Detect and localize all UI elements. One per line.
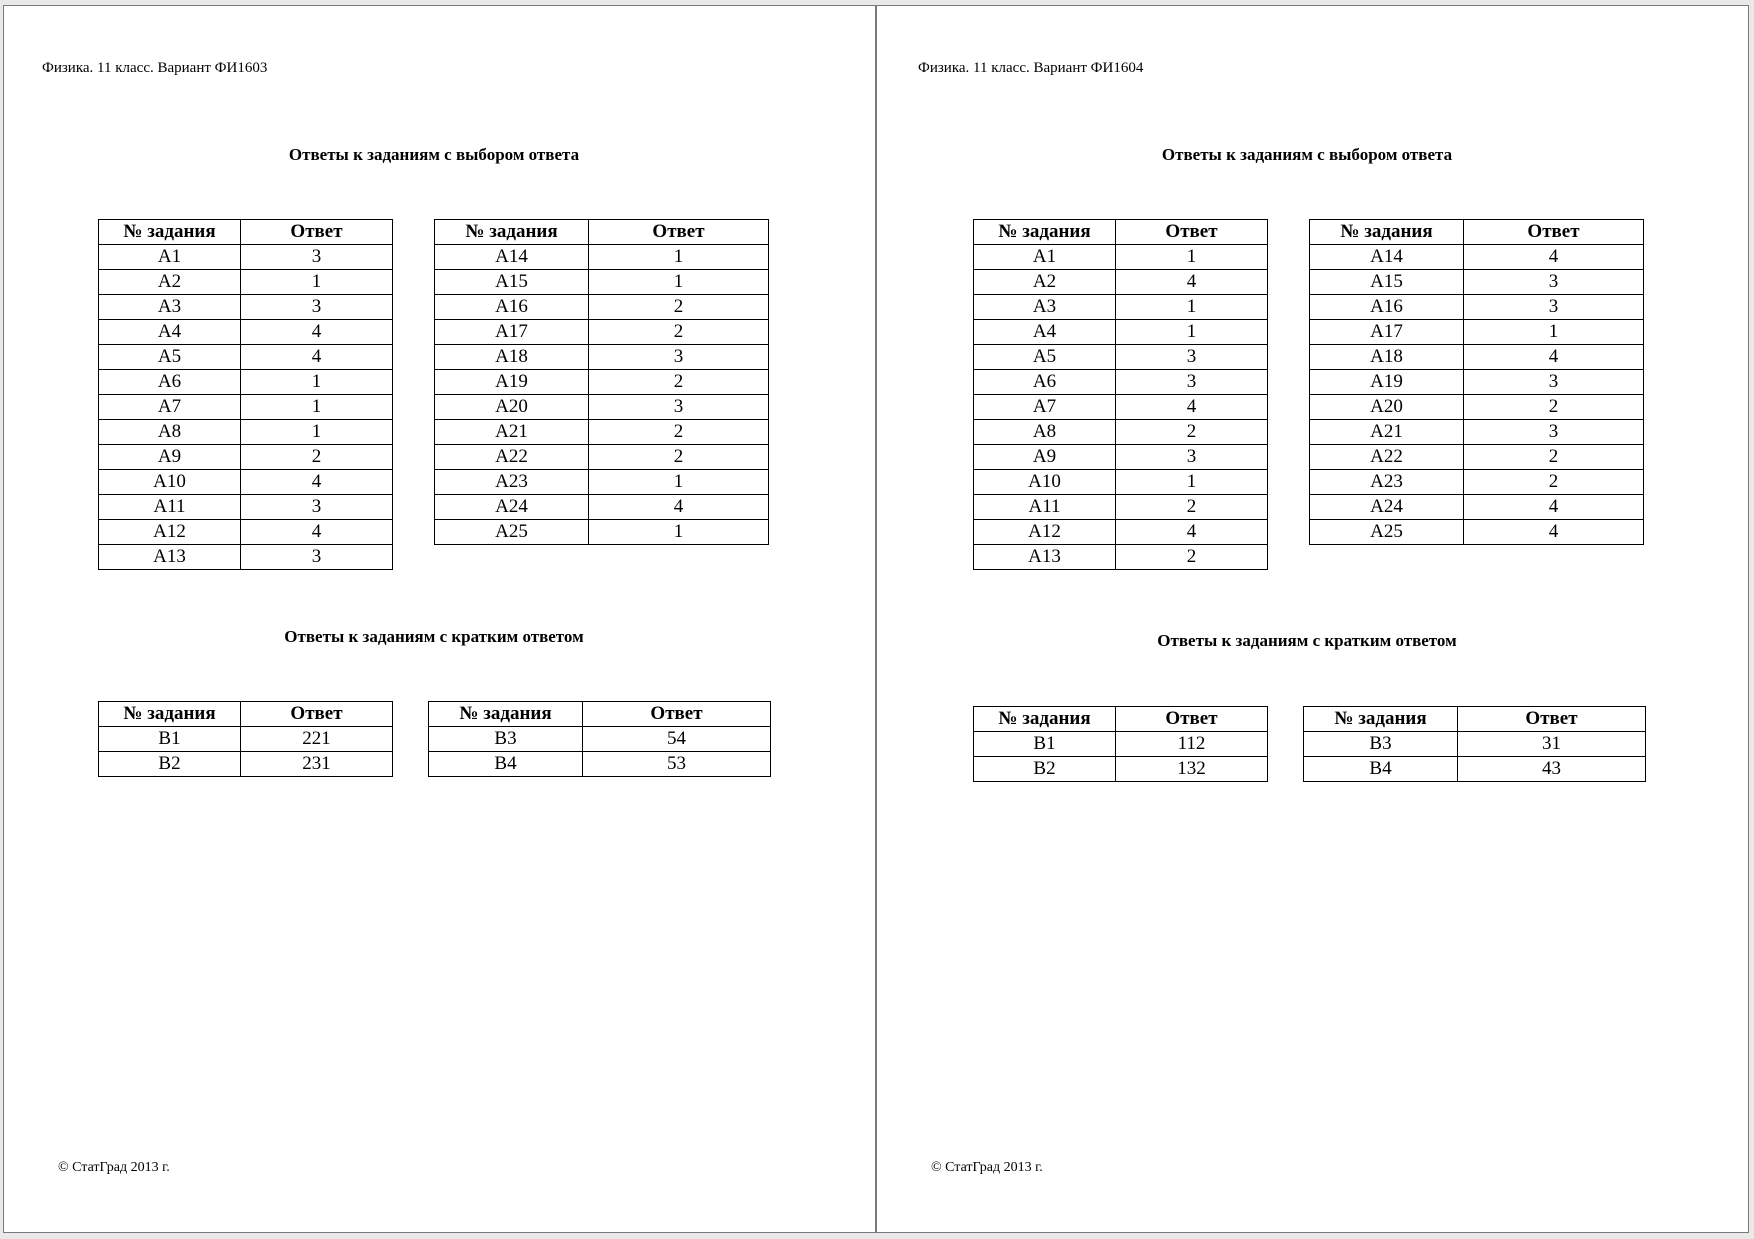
col-task-header: № задания	[99, 220, 241, 245]
table-row	[435, 520, 769, 545]
table-row	[974, 420, 1268, 445]
task-number-cell: А13	[974, 545, 1116, 570]
table-row	[974, 295, 1268, 320]
task-number-cell: А22	[1310, 445, 1464, 470]
task-number-cell: А9	[974, 445, 1116, 470]
task-number-cell: А6	[99, 370, 241, 395]
table-row	[1310, 270, 1644, 295]
mc-table-right	[1309, 219, 1644, 545]
answer-cell: 1	[589, 245, 769, 270]
table-row	[974, 545, 1268, 570]
answer-cell: 2	[1464, 470, 1644, 495]
answer-cell: 2	[1116, 545, 1268, 570]
answer-cell: 3	[1116, 370, 1268, 395]
answer-cell: 4	[1464, 520, 1644, 545]
answer-cell: 54	[583, 727, 771, 752]
task-number-cell: А16	[435, 295, 589, 320]
task-number-cell: А15	[1310, 270, 1464, 295]
task-number-cell: А23	[1310, 470, 1464, 495]
answer-cell: 2	[241, 445, 393, 470]
col-answer-header: Ответ	[241, 220, 393, 245]
mc-table-left	[98, 219, 393, 570]
task-number-cell: А25	[1310, 520, 1464, 545]
task-number-cell: А16	[1310, 295, 1464, 320]
task-number-cell: А4	[974, 320, 1116, 345]
table-row	[435, 345, 769, 370]
task-number-cell: А3	[974, 295, 1116, 320]
answer-cell: 2	[589, 445, 769, 470]
task-number-cell: А5	[974, 345, 1116, 370]
table-row	[435, 395, 769, 420]
task-number-cell: В1	[974, 732, 1116, 757]
col-task-header: № задания	[974, 707, 1116, 732]
page-header: Физика. 11 класс. Вариант ФИ1604	[918, 60, 1144, 76]
table-row	[1304, 757, 1646, 782]
task-number-cell: А14	[435, 245, 589, 270]
task-number-cell: В1	[99, 727, 241, 752]
task-number-cell: В3	[429, 727, 583, 752]
table-row	[1304, 732, 1646, 757]
table-row	[974, 495, 1268, 520]
table-row	[435, 370, 769, 395]
task-number-cell: А21	[1310, 420, 1464, 445]
answer-cell: 4	[1116, 395, 1268, 420]
table-row	[99, 320, 393, 345]
table-row	[99, 345, 393, 370]
task-number-cell: В2	[99, 752, 241, 777]
table-row	[99, 395, 393, 420]
table-row	[1310, 320, 1644, 345]
task-number-cell: А11	[974, 495, 1116, 520]
answer-cell: 4	[241, 320, 393, 345]
task-number-cell: А23	[435, 470, 589, 495]
answer-cell: 53	[583, 752, 771, 777]
task-number-cell: А1	[974, 245, 1116, 270]
task-number-cell: А2	[99, 270, 241, 295]
col-answer-header: Ответ	[1458, 707, 1646, 732]
task-number-cell: А8	[99, 420, 241, 445]
task-number-cell: А6	[974, 370, 1116, 395]
task-number-cell: В3	[1304, 732, 1458, 757]
answer-cell: 2	[589, 420, 769, 445]
answer-cell: 1	[241, 395, 393, 420]
answer-cell: 1	[1116, 295, 1268, 320]
table-row	[974, 245, 1268, 270]
table-row	[1310, 295, 1644, 320]
table-row	[1310, 445, 1644, 470]
task-number-cell: А7	[974, 395, 1116, 420]
table-row	[99, 270, 393, 295]
task-number-cell: А24	[1310, 495, 1464, 520]
task-number-cell: А1	[99, 245, 241, 270]
answer-cell: 4	[1116, 520, 1268, 545]
table-row	[435, 245, 769, 270]
table-row	[974, 757, 1268, 782]
task-number-cell: А10	[974, 470, 1116, 495]
task-number-cell: А25	[435, 520, 589, 545]
answer-cell: 221	[241, 727, 393, 752]
task-number-cell: А17	[435, 320, 589, 345]
table-row	[1310, 245, 1644, 270]
task-number-cell: В4	[429, 752, 583, 777]
col-answer-header: Ответ	[583, 702, 771, 727]
answer-cell: 3	[241, 295, 393, 320]
answer-cell: 3	[589, 345, 769, 370]
task-number-cell: В4	[1304, 757, 1458, 782]
task-number-cell: А5	[99, 345, 241, 370]
answer-cell: 132	[1116, 757, 1268, 782]
page-footer: © СтатГрад 2013 г.	[58, 1160, 170, 1175]
answer-cell: 1	[1116, 470, 1268, 495]
table-row	[99, 520, 393, 545]
answer-cell: 4	[1464, 495, 1644, 520]
table-row	[1310, 420, 1644, 445]
task-number-cell: А8	[974, 420, 1116, 445]
answer-cell: 2	[589, 370, 769, 395]
short-table-right	[428, 701, 771, 777]
table-row	[1310, 470, 1644, 495]
task-number-cell: В2	[974, 757, 1116, 782]
task-number-cell: А20	[1310, 395, 1464, 420]
task-number-cell: А15	[435, 270, 589, 295]
col-task-header: № задания	[974, 220, 1116, 245]
table-row	[99, 470, 393, 495]
table-row	[1310, 370, 1644, 395]
col-task-header: № задания	[429, 702, 583, 727]
mc-table-right	[434, 219, 769, 545]
answer-cell: 3	[1464, 420, 1644, 445]
page-header: Физика. 11 класс. Вариант ФИ1603	[42, 60, 268, 76]
page-variant-1604	[876, 5, 1749, 1233]
table-row	[99, 295, 393, 320]
task-number-cell: А12	[974, 520, 1116, 545]
col-task-header: № задания	[1304, 707, 1458, 732]
answer-cell: 31	[1458, 732, 1646, 757]
table-row	[435, 295, 769, 320]
table-row	[974, 732, 1268, 757]
answer-cell: 3	[1464, 295, 1644, 320]
table-row	[435, 320, 769, 345]
short-section-title: Ответы к заданиям с кратким ответом	[284, 627, 584, 646]
answer-cell: 3	[241, 545, 393, 570]
task-number-cell: А2	[974, 270, 1116, 295]
answer-cell: 1	[1464, 320, 1644, 345]
table-row	[974, 370, 1268, 395]
col-answer-header: Ответ	[241, 702, 393, 727]
table-row	[429, 752, 771, 777]
table-row	[974, 345, 1268, 370]
table-row	[974, 320, 1268, 345]
table-row	[1310, 520, 1644, 545]
answer-cell: 2	[1116, 495, 1268, 520]
answer-cell: 4	[1464, 345, 1644, 370]
table-row	[974, 445, 1268, 470]
answer-cell: 1	[241, 420, 393, 445]
table-row	[435, 470, 769, 495]
answer-cell: 1	[1116, 320, 1268, 345]
answer-cell: 4	[1464, 245, 1644, 270]
task-number-cell: А19	[435, 370, 589, 395]
answer-cell: 4	[1116, 270, 1268, 295]
answer-cell: 1	[589, 520, 769, 545]
table-row	[1310, 395, 1644, 420]
col-answer-header: Ответ	[1116, 220, 1268, 245]
col-answer-header: Ответ	[1116, 707, 1268, 732]
table-row	[99, 445, 393, 470]
answer-cell: 112	[1116, 732, 1268, 757]
short-section-title: Ответы к заданиям с кратким ответом	[1157, 631, 1457, 650]
task-number-cell: А11	[99, 495, 241, 520]
answer-cell: 4	[241, 345, 393, 370]
answer-cell: 3	[1464, 370, 1644, 395]
answer-cell: 1	[241, 270, 393, 295]
short-table-right	[1303, 706, 1646, 782]
task-number-cell: А18	[1310, 345, 1464, 370]
col-task-header: № задания	[99, 702, 241, 727]
task-number-cell: А19	[1310, 370, 1464, 395]
table-row	[435, 495, 769, 520]
table-row	[435, 270, 769, 295]
table-row	[99, 727, 393, 752]
answer-cell: 3	[1116, 345, 1268, 370]
answer-cell: 43	[1458, 757, 1646, 782]
answer-cell: 3	[1464, 270, 1644, 295]
task-number-cell: А22	[435, 445, 589, 470]
task-number-cell: А18	[435, 345, 589, 370]
mc-section-title: Ответы к заданиям с выбором ответа	[1161, 145, 1453, 164]
table-row	[974, 395, 1268, 420]
table-row	[974, 520, 1268, 545]
task-number-cell: А4	[99, 320, 241, 345]
table-row	[99, 495, 393, 520]
col-task-header: № задания	[435, 220, 589, 245]
answer-cell: 4	[241, 520, 393, 545]
answer-cell: 4	[241, 470, 393, 495]
mc-table-left	[973, 219, 1268, 570]
task-number-cell: А21	[435, 420, 589, 445]
answer-cell: 3	[1116, 445, 1268, 470]
answer-cell: 1	[589, 270, 769, 295]
short-table-left	[98, 701, 393, 777]
answer-cell: 2	[589, 320, 769, 345]
table-row	[99, 370, 393, 395]
table-row	[1310, 345, 1644, 370]
task-number-cell: А7	[99, 395, 241, 420]
answer-cell: 2	[589, 295, 769, 320]
table-row	[435, 445, 769, 470]
task-number-cell: А14	[1310, 245, 1464, 270]
answer-cell: 3	[589, 395, 769, 420]
short-table-left	[973, 706, 1268, 782]
task-number-cell: А3	[99, 295, 241, 320]
answer-cell: 1	[1116, 245, 1268, 270]
answer-cell: 3	[241, 495, 393, 520]
task-number-cell: А9	[99, 445, 241, 470]
table-row	[429, 727, 771, 752]
col-answer-header: Ответ	[1464, 220, 1644, 245]
answer-cell: 4	[589, 495, 769, 520]
answer-cell: 231	[241, 752, 393, 777]
table-row	[435, 420, 769, 445]
task-number-cell: А24	[435, 495, 589, 520]
page-variant-1603	[3, 5, 876, 1233]
answer-cell: 2	[1116, 420, 1268, 445]
task-number-cell: А17	[1310, 320, 1464, 345]
task-number-cell: А13	[99, 545, 241, 570]
answer-cell: 3	[241, 245, 393, 270]
task-number-cell: А12	[99, 520, 241, 545]
page-footer: © СтатГрад 2013 г.	[931, 1160, 1043, 1175]
table-row	[974, 470, 1268, 495]
mc-section-title: Ответы к заданиям с выбором ответа	[288, 145, 580, 164]
table-row	[99, 752, 393, 777]
task-number-cell: А10	[99, 470, 241, 495]
answer-cell: 1	[589, 470, 769, 495]
col-answer-header: Ответ	[589, 220, 769, 245]
task-number-cell: А20	[435, 395, 589, 420]
answer-cell: 2	[1464, 395, 1644, 420]
table-row	[1310, 495, 1644, 520]
col-task-header: № задания	[1310, 220, 1464, 245]
table-row	[99, 420, 393, 445]
table-row	[99, 545, 393, 570]
answer-cell: 1	[241, 370, 393, 395]
answer-cell: 2	[1464, 445, 1644, 470]
table-row	[974, 270, 1268, 295]
table-row	[99, 245, 393, 270]
